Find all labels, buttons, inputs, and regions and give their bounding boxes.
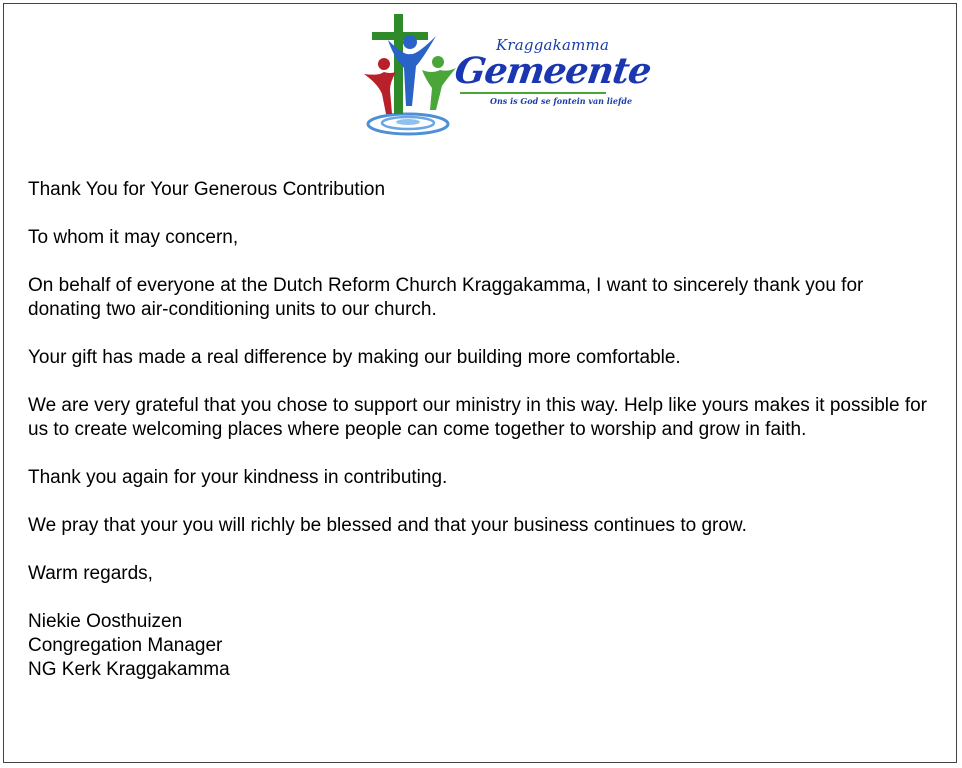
signature-role: Congregation Manager (28, 635, 223, 656)
letter-paragraph: Your gift has made a real difference by making our building more comfortable. (28, 347, 681, 368)
signature-organization: NG Kerk Kraggakamma (28, 659, 230, 680)
letter-closing: Warm regards, (28, 563, 153, 584)
letter-paragraph: We are very grateful that you chose to support our ministry in this way. Help like yours makes it possible for us to create welcoming places where people can come together to worship and grow in faith. (28, 395, 928, 440)
letter-paragraph: We pray that your you will richly be blessed and that your business continues to grow. (28, 515, 747, 536)
cross-figures-emblem-icon (360, 10, 460, 138)
logo-tagline: Ons is God se fontein van liefde (490, 96, 633, 106)
signature-name: Niekie Oosthuizen (28, 611, 183, 632)
letter-title: Thank You for Your Generous Contribution (28, 179, 386, 200)
church-logo (360, 10, 654, 138)
letter-paragraph: On behalf of everyone at the Dutch Reform Church Kraggakamma, I want to sincerely thank you for donating two air-conditioning units to our church. (28, 275, 864, 320)
letter-salutation: To whom it may concern, (28, 227, 239, 248)
letter-page (3, 3, 957, 763)
logo-big-text: Gemeente (452, 50, 654, 92)
logo-wordmark (452, 36, 654, 116)
logo-underline (460, 92, 606, 94)
letter-body (28, 178, 938, 682)
letter-paragraph: Thank you again for your kindness in contributing. (28, 467, 448, 488)
logo-small-text: Kraggakamma (496, 36, 610, 54)
